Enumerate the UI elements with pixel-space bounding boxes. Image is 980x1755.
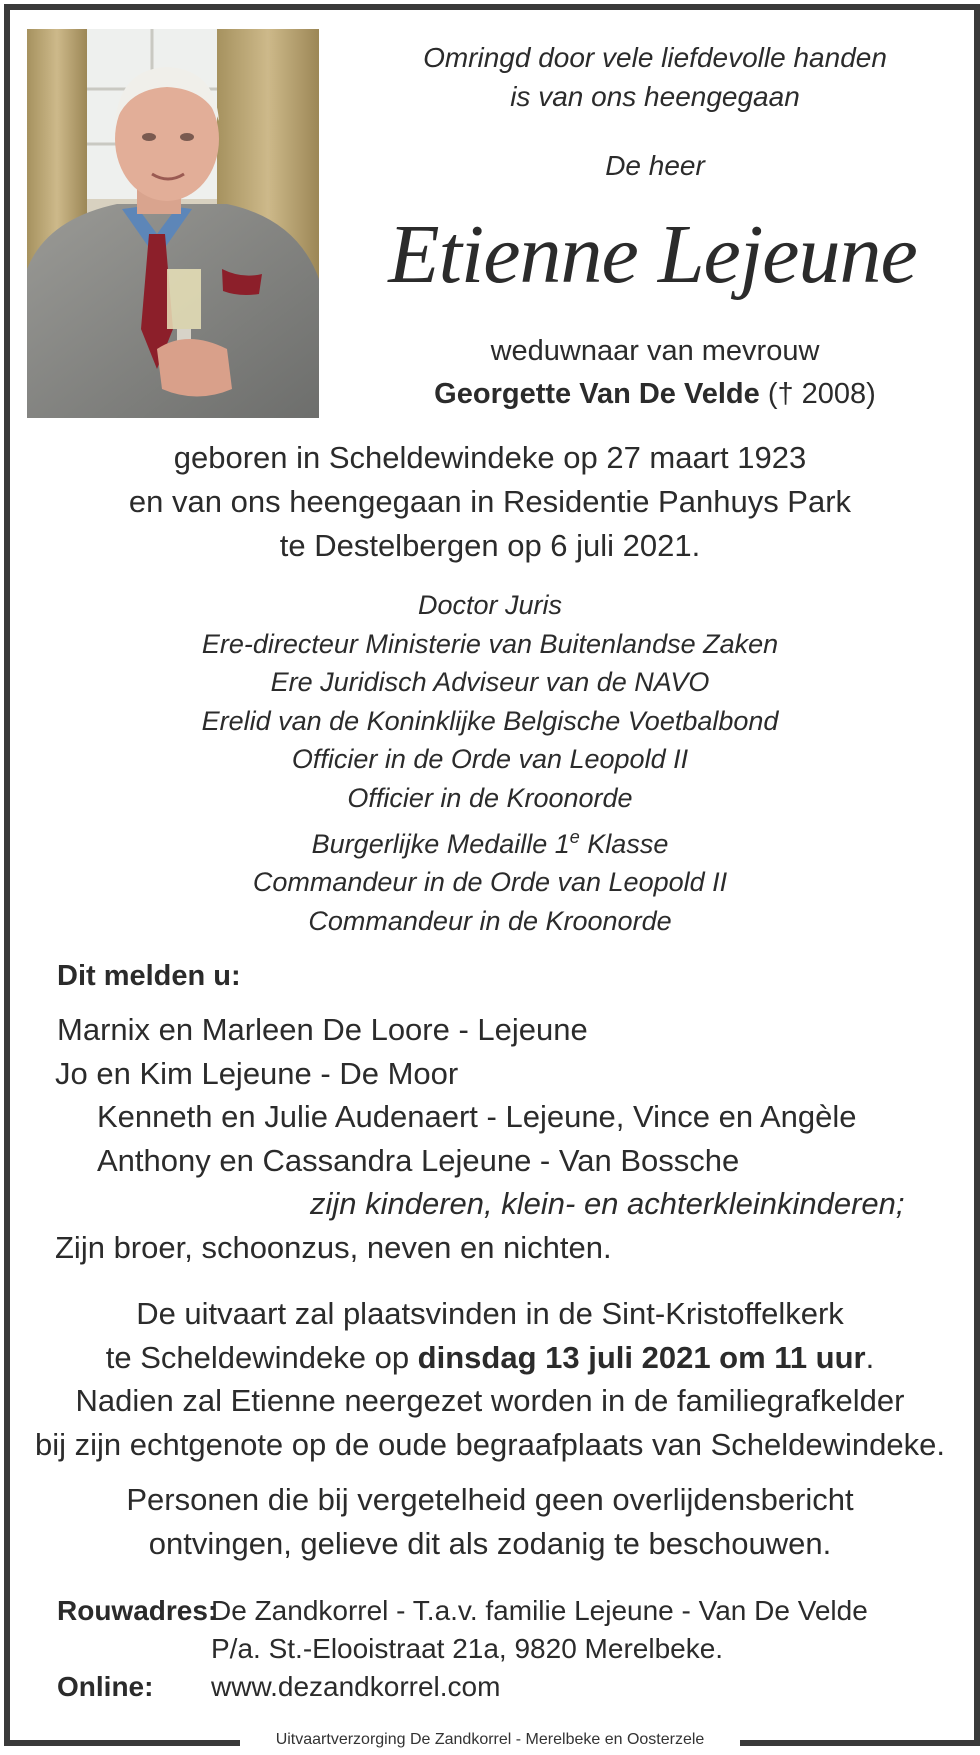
address-line: P/a. St.-Elooistraat 21a, 9820 Merelbeke. bbox=[211, 1633, 724, 1664]
family-line: Kenneth en Julie Audenaert - Lejeune, Vince en Angèle bbox=[97, 1099, 857, 1134]
birth-line: geboren in Scheldewindeke op 27 maart 1923 bbox=[173, 440, 807, 475]
title-item: Officier in de Orde van Leopold II bbox=[291, 744, 689, 775]
deceased-name: Etienne Lejeune bbox=[388, 208, 917, 301]
spouse-info bbox=[370, 330, 940, 416]
funeral-info bbox=[20, 1292, 960, 1466]
spouse-prefix: weduwnaar van mevrouw bbox=[490, 335, 820, 367]
funeral-line: De uitvaart zal plaatsvinden in de Sint-Kristoffelkerk bbox=[136, 1296, 844, 1331]
intro-text bbox=[370, 38, 940, 116]
intro-line: Omringd door vele liefdevolle handen bbox=[423, 42, 887, 73]
titles-list bbox=[40, 586, 940, 940]
title-item-medal bbox=[40, 818, 940, 864]
title-item: Commandeur in de Orde van Leopold II bbox=[252, 867, 728, 898]
online-url-link[interactable]: www.dezandkorrel.com bbox=[211, 1671, 501, 1702]
medal-superscript: e bbox=[569, 826, 580, 847]
birth-death-info bbox=[40, 436, 940, 568]
family-line: Zijn broer, schoonzus, neven en nichten. bbox=[55, 1229, 612, 1265]
medal-suffix: Klasse bbox=[579, 828, 669, 859]
title-item: Ere-directeur Ministerie van Buitenlandse Zaken bbox=[201, 628, 779, 659]
family-line: Marnix en Marleen De Loore - Lejeune bbox=[57, 1012, 588, 1047]
funeral-datetime: dinsdag 13 juli 2021 om 11 uur bbox=[417, 1339, 866, 1375]
footer-text: Uitvaartverzorging De Zandkorrel - Merelbeke en Oosterzele bbox=[240, 1728, 740, 1752]
death-place-line: te Destelbergen op 6 juli 2021. bbox=[279, 528, 701, 563]
notice-line: Personen die bij vergetelheid geen overlijdensbericht bbox=[126, 1482, 854, 1517]
spouse-name: Georgette Van De Velde bbox=[434, 378, 760, 410]
funeral-line: bij zijn echtgenote op de oude begraafplaats van Scheldewindeke. bbox=[35, 1426, 945, 1462]
title-item: Ere Juridisch Adviseur van de NAVO bbox=[270, 667, 710, 698]
title-item: Erelid van de Koninklijke Belgische Voetbalbond bbox=[201, 705, 779, 736]
portrait-illustration bbox=[27, 29, 319, 418]
address-label: Rouwadres: bbox=[57, 1595, 218, 1626]
death-line: en van ons heengegaan in Residentie Panhuys Park bbox=[128, 484, 852, 519]
announcers-heading: Dit melden u: bbox=[57, 960, 241, 992]
funeral-place: te Scheldewindeke op bbox=[105, 1339, 418, 1375]
family-relation-line: zijn kinderen, klein- en achterkleinkinderen; bbox=[310, 1186, 905, 1221]
family-line: Anthony en Cassandra Lejeune - Van Bossche bbox=[97, 1142, 740, 1178]
family-line: Jo en Kim Lejeune - De Moor bbox=[55, 1055, 459, 1091]
title-item: Officier in de Kroonorde bbox=[347, 782, 633, 813]
intro-line: is van ons heengegaan bbox=[510, 81, 800, 112]
notification-notice bbox=[20, 1478, 960, 1565]
funeral-period: . bbox=[865, 1339, 875, 1375]
spouse-death-note: († 2008) bbox=[767, 378, 876, 410]
medal-prefix: Burgerlijke Medaille 1 bbox=[311, 828, 570, 859]
online-label: Online: bbox=[57, 1671, 154, 1702]
address-line: De Zandkorrel - T.a.v. familie Lejeune - Van De Velde bbox=[211, 1595, 868, 1626]
title-item: Commandeur in de Kroonorde bbox=[308, 905, 672, 936]
notice-line: ontvingen, gelieve dit als zodanig te beschouwen. bbox=[148, 1525, 832, 1561]
honorific: De heer bbox=[605, 150, 705, 181]
portrait-photo bbox=[27, 29, 319, 418]
title-item: Doctor Juris bbox=[417, 590, 563, 620]
funeral-line: Nadien zal Etienne neergezet worden in de familiegrafkelder bbox=[75, 1383, 905, 1418]
family-list bbox=[0, 1008, 980, 1269]
funeral-datetime-line bbox=[20, 1336, 960, 1380]
